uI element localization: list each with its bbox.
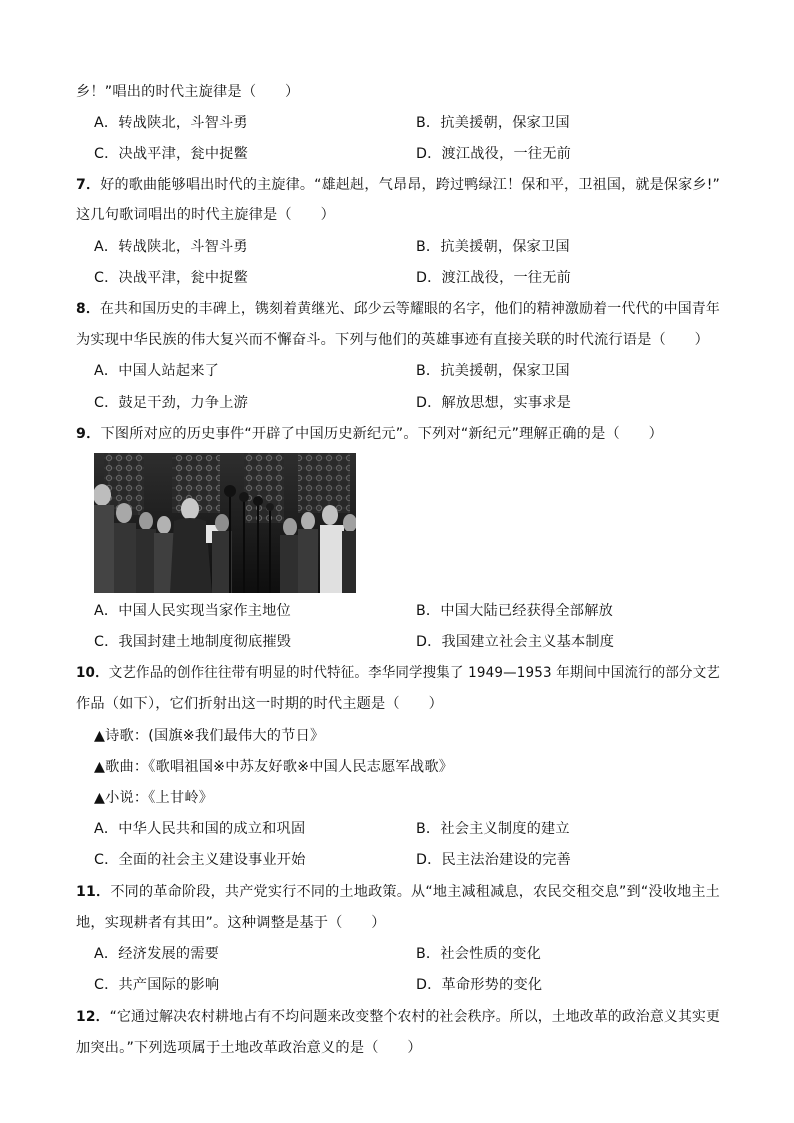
q8-option-a[interactable]: A．中国人站起来了 — [94, 363, 220, 379]
q7-text: 好的歌曲能够唱出时代的主旋律。“雄赳赳，气昂昂，跨过鸭绿江！保和平，卫祖国，就是保家乡!” — [100, 177, 721, 193]
q11-option-b[interactable]: B．社会性质的变化 — [416, 946, 542, 962]
q11-stem-line2: 地，实现耕者有其田”。这种调整是基于（ ） — [76, 915, 386, 931]
q7-option-b[interactable]: B．抗美援朝，保家卫国 — [416, 239, 570, 255]
q7-option-c[interactable]: C．决战平津，瓮中捉鳖 — [94, 270, 248, 286]
q10-stem-line2: 作品（如下），它们折射出这一时期的时代主题是（ ） — [76, 696, 443, 712]
q7-option-a[interactable]: A．转战陕北，斗智斗勇 — [94, 239, 248, 255]
q7-stem-line1 — [76, 175, 720, 195]
founding-ceremony-photo — [94, 453, 356, 593]
q6-option-c[interactable]: C．决战平津，瓮中捉鳖 — [94, 146, 248, 162]
q12-stem-line1 — [76, 1007, 720, 1027]
q7-number: 7． — [76, 177, 101, 193]
q7-stem-line2: 这几句歌词唱出的时代主旋律是（ ） — [76, 207, 335, 223]
q8-number: 8． — [76, 301, 100, 317]
q8-option-b[interactable]: B．抗美援朝，保家卫国 — [416, 363, 570, 379]
q8-text: 在共和国历史的丰碑上，镌刻着黄继光、邱少云等耀眼的名字，他们的精神激励着一代代的中国青年 — [99, 301, 720, 317]
q10-option-c[interactable]: C．全面的社会主义建设事业开始 — [94, 852, 306, 868]
q9-option-d[interactable]: D．我国建立社会主义基本制度 — [416, 634, 615, 650]
q12-stem-line2: 加突出。”下列选项属于土地改革政治意义的是（ ） — [76, 1040, 422, 1056]
q11-option-c[interactable]: C．共产国际的影响 — [94, 977, 220, 993]
q12-text: “它通过解决农村耕地占有不均问题来改变整个农村的社会秩序。所以，土地改革的政治意义其实更 — [109, 1009, 721, 1025]
q10-option-b[interactable]: B．社会主义制度的建立 — [416, 821, 570, 837]
q11-option-d[interactable]: D．革命形势的变化 — [416, 977, 543, 993]
q9-number: 9． — [76, 426, 101, 442]
q9-option-a[interactable]: A．中国人民实现当家作主地位 — [94, 603, 291, 619]
q12-number: 12． — [76, 1009, 110, 1025]
q11-option-a[interactable]: A．经济发展的需要 — [94, 946, 220, 962]
q6-stem-tail: 乡！”唱出的时代主旋律是（ ） — [76, 84, 300, 100]
q9-stem-line1 — [76, 424, 663, 444]
photo-illustration — [94, 453, 356, 593]
q10-item-song: ▲歌曲：《歌唱祖国※中苏友好歌※中国人民志愿军战歌》 — [94, 759, 454, 775]
q10-stem-line1 — [76, 663, 720, 683]
q10-text: 文艺作品的创作往往带有明显的时代特征。李华同学搜集了 1949—1953 年期间中国流行的部分文艺 — [108, 665, 720, 681]
q10-option-d[interactable]: D．民主法治建设的完善 — [416, 852, 572, 868]
q10-item-novel: ▲小说：《上甘岭》 — [94, 790, 214, 806]
q9-option-b[interactable]: B．中国大陆已经获得全部解放 — [416, 603, 613, 619]
q11-number: 11． — [76, 884, 111, 900]
q7-option-d[interactable]: D．渡江战役，一往无前 — [416, 270, 572, 286]
q11-text: 不同的革命阶段，共产党实行不同的土地政策。从“地主减租减息，农民交租交息”到“没收地主土 — [110, 884, 720, 900]
q9-option-c[interactable]: C．我国封建土地制度彻底摧毁 — [94, 634, 292, 650]
q8-option-d[interactable]: D．解放思想，实事求是 — [416, 395, 572, 411]
q6-option-a[interactable]: A．转战陕北，斗智斗勇 — [94, 115, 248, 131]
q10-item-poem: ▲诗歌：(国旗※我们最伟大的节日》 — [94, 728, 325, 744]
q8-stem-line1 — [76, 299, 720, 319]
q10-number: 10． — [76, 665, 109, 681]
q6-option-b[interactable]: B．抗美援朝，保家卫国 — [416, 115, 570, 131]
q10-option-a[interactable]: A．中华人民共和国的成立和巩固 — [94, 821, 306, 837]
q8-option-c[interactable]: C．鼓足干劲，力争上游 — [94, 395, 248, 411]
q6-option-d[interactable]: D．渡江战役，一往无前 — [416, 146, 572, 162]
q11-stem-line1 — [76, 882, 720, 902]
q9-text: 下图所对应的历史事件“开辟了中国历史新纪元”。下列对“新纪元”理解正确的是（ ） — [100, 426, 664, 442]
q8-stem-line2: 为实现中华民族的伟大复兴而不懈奋斗。下列与他们的英雄事迹有直接关联的时代流行语是（ ） — [76, 332, 710, 348]
